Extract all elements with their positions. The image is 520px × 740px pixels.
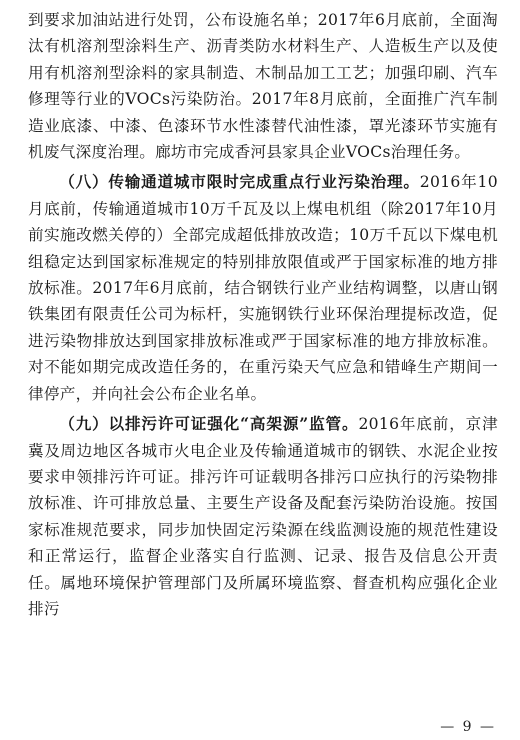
paragraph-text: 2016年10月底前，传输通道城市10万千瓦及以上煤电机组（除2017年10月前实施改燃关停的）全部完成超低排放改造；10万千瓦以下煤电机组稳定达到国家标准规定的特别排放限值或严于国家标准的地方排放标准。2017年6月底前，结合钢铁行业产业结构调整，以唐山钢铁集团有限责任公司为标杆，实施钢铁行业环保治理提标改造，促进污染物排放达到国家排放标准或严于国家标准的地方排放标准。对不能如期完成改造任务的，在重污染天气应急和错峰生产期间一律停产，并向社会公布企业名单。 bbox=[28, 173, 498, 403]
section-heading-8: （八）传输通道城市限时完成重点行业污染治理。 bbox=[59, 172, 420, 192]
page-number: — 9 — bbox=[440, 719, 496, 735]
paragraph-text: 2016年底前，京津冀及周边地区各城市火电企业及传输通道城市的钢铁、水泥企业按要求申领排污许可证。排污许可证载明各排污口应执行的污染物排放标准、许可排放总量、主要生产设备及配套污染防治设施。按国家标准规范要求，同步加快固定污染源在线监测设施的规范性建设和正常运行，监督企业落实自行监测、记录、报告及信息公开责任。属地环境保护管理部门及所属环境监察、督查机构应强化企业排污 bbox=[28, 415, 499, 618]
paragraph-section-9 bbox=[28, 411, 498, 622]
paragraph-section-8 bbox=[28, 169, 498, 407]
paragraph-text: 到要求加油站进行处罚，公布设施名单；2017年6月底前，全面淘汰有机溶剂型涂料生产、沥青类防水材料生产、人造板生产以及使用有机溶剂型涂料的家具制造、木制品加工工艺；加强印刷、汽车修理等行业的VOCs污染防治。2017年8月底前，全面推广汽车制造业底漆、中漆、色漆环节水性漆替代油性漆，罩光漆环节实施有机废气深度治理。廊坊市完成香河县家具企业VOCs治理任务。 bbox=[28, 11, 498, 162]
paragraph-vocs-control bbox=[28, 0, 498, 165]
section-heading-9: （九）以排污许可证强化“高架源”监管。 bbox=[59, 414, 359, 434]
document-page bbox=[28, 0, 498, 740]
